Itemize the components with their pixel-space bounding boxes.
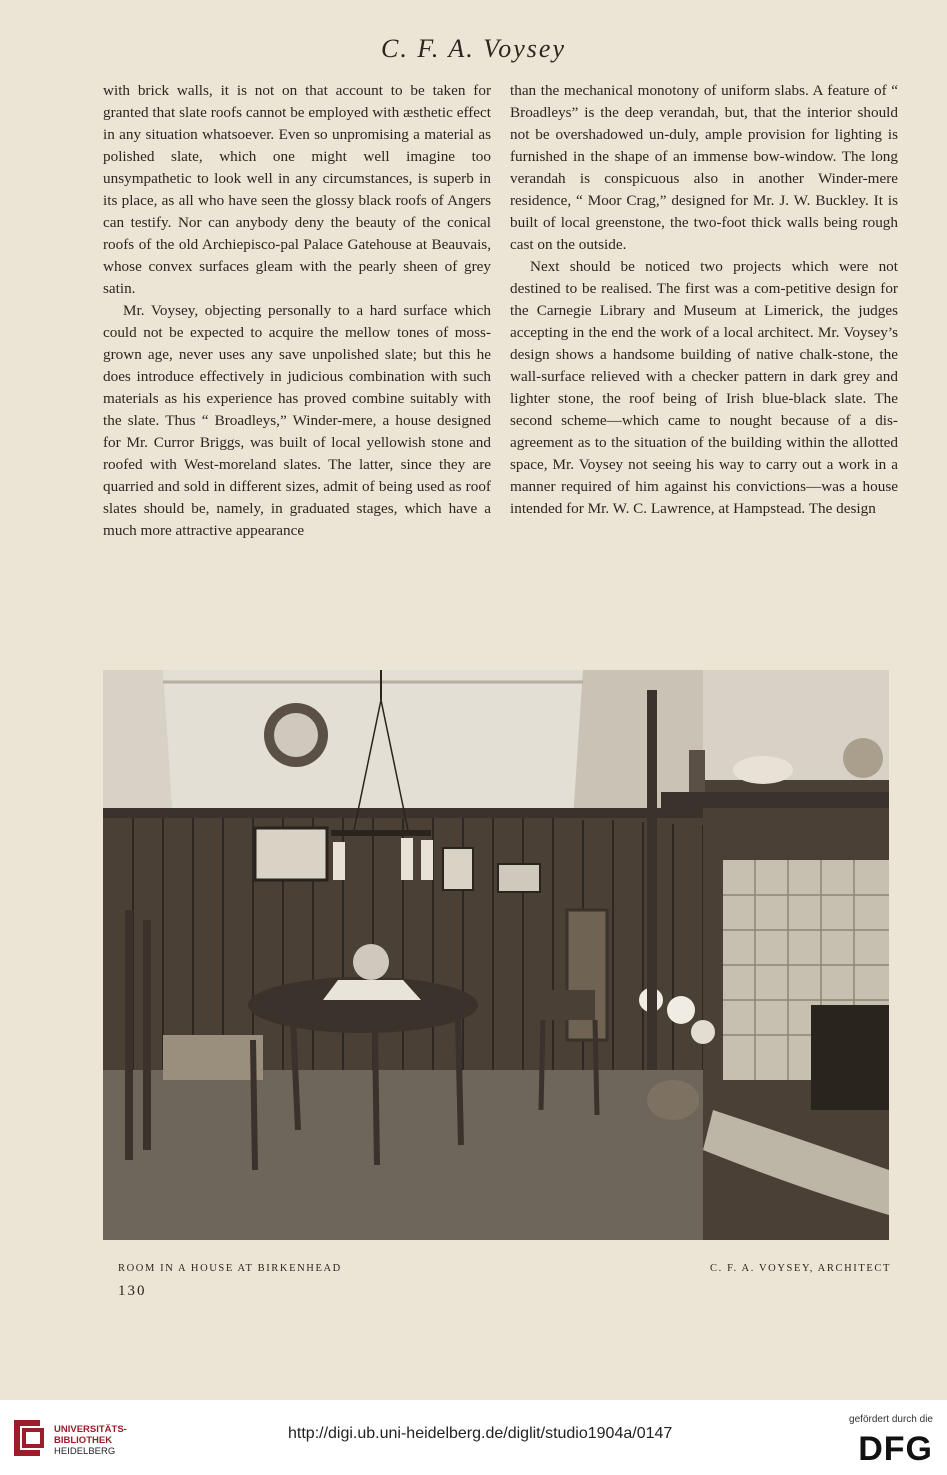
room-photograph	[103, 670, 889, 1240]
permalink[interactable]: http://digi.ub.uni-heidelberg.de/diglit/studio1904a/0147	[288, 1425, 673, 1442]
paragraph: Next should be noticed two projects which were not destined to be realised. The first was a com-petitive design for the Carnegie Library and Museum at Limerick, the judges accepting in the end the work of a local architect. Mr. Voysey’s design shows a handsome building of native chalk-stone, the wall-surface relieved with a checker pattern in dark grey and lighter stone, the roof being of Irish blue-black slate. The second scheme—which came to nought because of a dis-agreement as to the situation of the building within the allotted space, Mr. Voysey not seeing his way to carry out a work in a manner required of him against his convictions—was a house intended for Mr. W. C. Lawrence, at Hampstead. The design	[510, 258, 898, 517]
figure-caption: ROOM IN A HOUSE AT BIRKENHEAD	[118, 1263, 342, 1274]
room-photograph-illustration	[103, 670, 889, 1240]
paragraph: than the mechanical monotony of uniform slabs. A feature of “ Broadleys” is the deep verandah, but, that the interior should not be overshadowed un-duly, ample provision for lighting is furnished in the shape of an immense bow-window. The long verandah is conspicuous also in another Winder-mere residence, “ Moor Crag,” designed for Mr. J. W. Buckley. It is built of local greenstone, the two-foot thick walls being rough cast on the outside.	[510, 82, 898, 253]
library-name: UNIVERSITÄTS- BIBLIOTHEK HEIDELBERG	[54, 1424, 127, 1457]
right-text-column	[510, 80, 898, 520]
university-library-logo-icon	[10, 1416, 46, 1460]
paragraph: Mr. Voysey, objecting personally to a hard surface which could not be expected to acquire the mellow tones of moss-grown age, never uses any save unpolished slate; but this he does introduce effectively in judicious combination with such materials as his experience has proved combine suitably with the slate. Thus “ Broadleys,” Winder-mere, a house designed for Mr. Curror Briggs, was built of local yellowish stone and roofed with West-moreland slates. The latter, since they are quarried and sold in different sizes, admit of being used as roof slates should be, namely, in graduated stages, which have a much more attractive appearance	[103, 302, 491, 539]
page-number: 130	[118, 1283, 147, 1299]
paragraph: with brick walls, it is not on that account to be taken for granted that slate roofs cannot be employed with æsthetic effect in any situation whatsoever. Even so unpromising a material as polished slate, which one might well imagine too unsympathetic to look well in any circumstances, is superb in its place, as all who have seen the glossy black roofs of Angers can testify. Nor can anybody deny the beauty of the conical roofs of the old Archiepisco-pal Palace Gatehouse at Beauvais, whose convex surfaces gleam with the pearly sheen of grey satin.	[103, 82, 491, 297]
funding-note: gefördert durch die	[849, 1414, 933, 1425]
left-text-column	[103, 80, 491, 542]
figure-credit: C. F. A. VOYSEY, ARCHITECT	[710, 1263, 891, 1274]
running-title: C. F. A. Voysey	[380, 34, 567, 63]
dfg-logo: DFG	[858, 1430, 933, 1468]
